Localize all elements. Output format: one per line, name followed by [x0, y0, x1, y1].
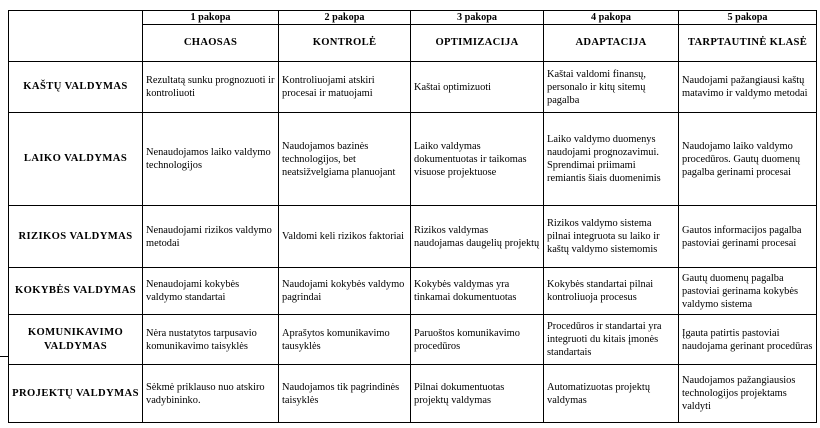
- corner-cell: [9, 11, 143, 62]
- table-cell: Laiko valdymo duomenys naudojami prognozavimui. Sprendimai priimami remiantis šiais duomenimis: [544, 113, 679, 206]
- table-cell: Pilnai dokumentuotas projektų valdymas: [411, 365, 544, 423]
- table-cell: Naudojamo laiko valdymo procedūros. Gautų duomenų pagalba gerinami procesai: [679, 113, 817, 206]
- row-header: KOMUNIKAVIMO VALDYMAS: [9, 315, 143, 365]
- table-cell: Nenaudojami kokybės valdymo standartai: [143, 268, 279, 315]
- table-row: [9, 268, 817, 315]
- level-header-row: [9, 11, 817, 25]
- table-cell: Nėra nustatytos tarpusavio komunikavimo taisyklės: [143, 315, 279, 365]
- maturity-table: [8, 10, 817, 423]
- table-cell: Automatizuotas projektų valdymas: [544, 365, 679, 423]
- row-header: PROJEKTŲ VALDYMAS: [9, 365, 143, 423]
- table-cell: Naudojamos bazinės technologijos, bet neatsižvelgiama planuojant: [279, 113, 411, 206]
- table-cell: Kokybės valdymas yra tinkamai dokumentuotas: [411, 268, 544, 315]
- table-cell: Naudojamos pažangiausios technologijos projektams valdyti: [679, 365, 817, 423]
- stage-header: ADAPTACIJA: [544, 25, 679, 62]
- table-cell: Rizikos valdymo sistema pilnai integruota su laiko ir kaštų valdymo sistemomis: [544, 206, 679, 268]
- table-row: [9, 113, 817, 206]
- level-header: 2 pakopa: [279, 11, 411, 25]
- table-cell: Valdomi keli rizikos faktoriai: [279, 206, 411, 268]
- level-header: 3 pakopa: [411, 11, 544, 25]
- table-cell: Naudojami pažangiausi kaštų matavimo ir valdymo metodai: [679, 62, 817, 113]
- table-cell: Nenaudojami rizikos valdymo metodai: [143, 206, 279, 268]
- page-rule: [0, 356, 8, 357]
- table-cell: Naudojamos tik pagrindinės taisyklės: [279, 365, 411, 423]
- table-cell: Nenaudojamos laiko valdymo technologijos: [143, 113, 279, 206]
- stage-header: OPTIMIZACIJA: [411, 25, 544, 62]
- table-cell: Paruoštos komunikavimo procedūros: [411, 315, 544, 365]
- level-header: 5 pakopa: [679, 11, 817, 25]
- table-cell: Laiko valdymas dokumentuotas ir taikomas visuose projektuose: [411, 113, 544, 206]
- row-header: KOKYBĖS VALDYMAS: [9, 268, 143, 315]
- stage-header: CHAOSAS: [143, 25, 279, 62]
- row-header: LAIKO VALDYMAS: [9, 113, 143, 206]
- table-cell: Įgauta patirtis pastoviai naudojama gerinant procedūras: [679, 315, 817, 365]
- level-header: 1 pakopa: [143, 11, 279, 25]
- table-cell: Kaštai optimizuoti: [411, 62, 544, 113]
- level-header: 4 pakopa: [544, 11, 679, 25]
- stage-header: KONTROLĖ: [279, 25, 411, 62]
- table-cell: Kokybės standartai pilnai kontroliuoja procesus: [544, 268, 679, 315]
- table-cell: Sėkmė priklauso nuo atskiro vadybininko.: [143, 365, 279, 423]
- table-row: [9, 315, 817, 365]
- table-row: [9, 62, 817, 113]
- table-row: [9, 206, 817, 268]
- table-cell: Rizikos valdymas naudojamas daugelių projektų: [411, 206, 544, 268]
- table-cell: Rezultatą sunku prognozuoti ir kontroliuoti: [143, 62, 279, 113]
- stage-header: TARPTAUTINĖ KLASĖ: [679, 25, 817, 62]
- table-cell: Naudojami kokybės valdymo pagrindai: [279, 268, 411, 315]
- table-row: [9, 365, 817, 423]
- table-cell: Aprašytos komunikavimo tausyklės: [279, 315, 411, 365]
- table-cell: Gautų duomenų pagalba pastoviai gerinama kokybės valdymo sistema: [679, 268, 817, 315]
- table-cell: Kontroliuojami atskiri procesai ir matuojami: [279, 62, 411, 113]
- row-header: RIZIKOS VALDYMAS: [9, 206, 143, 268]
- table-cell: Gautos informacijos pagalba pastoviai gerinami procesai: [679, 206, 817, 268]
- row-header: KAŠTŲ VALDYMAS: [9, 62, 143, 113]
- table-cell: Kaštai valdomi finansų, personalo ir kitų sitemų pagalba: [544, 62, 679, 113]
- table-cell: Procedūros ir standartai yra integruoti du kitais įmonės standartais: [544, 315, 679, 365]
